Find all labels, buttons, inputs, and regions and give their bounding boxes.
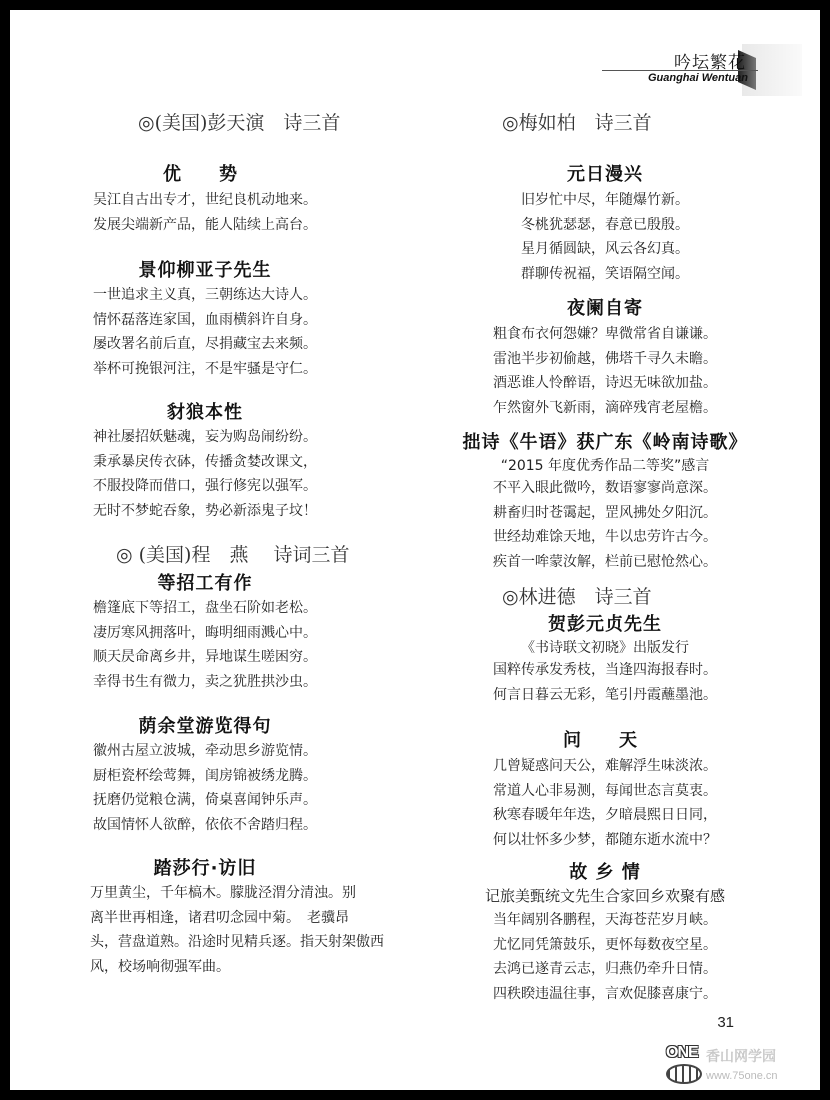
poem-line: 酒恶谁人怜醉语，诗迟无味欲加盐。 — [493, 375, 717, 391]
poem-line: 神社屡招妖魅魂，妄为购岛闹纷纷。 — [93, 429, 317, 445]
globe-icon — [666, 1064, 702, 1084]
page — [10, 10, 820, 1090]
poem-line: 吴江自古出专才，世纪良机动地来。 — [93, 192, 317, 208]
poem-line: 尤忆同凭箫鼓乐，更怀每数夜空星。 — [493, 936, 717, 953]
poem-body — [410, 754, 800, 852]
poem-line: 粗食布衣何怨嫌？卑微常省自谦谦。 — [493, 326, 717, 342]
watermark-logo: ONE — [666, 1044, 698, 1061]
poem-title: 豺狼本性 — [167, 402, 243, 423]
poem-line: 一世追求主义真，三朝练达大诗人。 — [93, 287, 317, 303]
poem-title: 等招工有作 — [157, 573, 253, 594]
watermark — [658, 1044, 818, 1088]
poem-line: 疾首一哞蒙汝解，栏前已慰怆然心。 — [493, 553, 717, 570]
watermark-url: www.75one.cn — [706, 1070, 778, 1082]
poem-body — [90, 881, 400, 979]
poem-line: 何以壮怀多少梦，都随东逝水流中？ — [493, 831, 717, 848]
poem-line: 檐篷底下等招工，盘坐石阶如老松。 — [93, 600, 317, 616]
poem-line: 几曾疑惑问天公，难解浮生味淡浓。 — [493, 758, 717, 774]
poem-line: 旧岁忙中尽，年随爆竹新。 — [521, 192, 689, 208]
poem-body — [10, 283, 400, 381]
poem-line: 耕畜归时苍霭起，罡风拂处夕阳沉。 — [493, 504, 717, 521]
poem-line: 星月循圆缺，风云各幻真。 — [521, 241, 689, 257]
poem-body — [410, 188, 800, 286]
poem-line: 顺天昃命离乡井，异地谋生嗟困穷。 — [93, 649, 317, 665]
poem-title: 优 势 — [163, 164, 247, 185]
poem-title: 景仰柳亚子先生 — [138, 260, 272, 281]
poem-body — [10, 425, 400, 523]
poem-body — [10, 188, 400, 237]
section-header — [602, 44, 802, 96]
poem-line: 何言日暮云无彩，笔引丹霞蘸墨池。 — [493, 686, 717, 703]
poem-line: 头，营盘道熟。沿途时见精兵逐。指天射架傲西 — [90, 934, 384, 950]
poem-line: 情怀磊落连家国，血雨横斜许自身。 — [93, 311, 317, 328]
poem-line: 离半世再相逢，诸君叨念园中菊。 老骥昂 — [90, 909, 349, 926]
author-heading: ◎梅如柏 诗三首 — [502, 112, 652, 134]
author-heading: ◎ (美国)程 燕 诗词三首 — [116, 544, 350, 566]
poem-line: 抚磨仍觉粮仓满，倚桌喜闻钟乐声。 — [93, 792, 317, 808]
poem-body — [10, 739, 400, 837]
poem-line: 凄厉寒风拥落叶，晦明细雨溅心中。 — [93, 624, 317, 641]
poem-body — [10, 596, 400, 694]
poem-line: 群聊传祝福，笑语隔空闻。 — [521, 265, 689, 282]
poem-title: 踏莎行·访旧 — [153, 858, 257, 879]
author-heading: ◎林进德 诗三首 — [502, 586, 652, 608]
poem-line: 无时不梦蛇吞象，势必新添鬼子坟！ — [93, 502, 317, 519]
poem-line: 厨柜瓷杯绘莺舞，闺房锦被绣龙腾。 — [93, 767, 317, 784]
poem-line: 秋寒春暖年年迭，夕暗晨熙日日同， — [493, 807, 717, 823]
poem-line: 世经劫难馀天地，牛以忠劳许古今。 — [493, 529, 717, 545]
poem-title: 元日漫兴 — [567, 164, 643, 185]
poem-line: 四秩睽违温往事，言欢促膝喜康宁。 — [493, 985, 717, 1002]
watermark-name: 香山网学园 — [706, 1049, 776, 1065]
poem-line: 风，校场响彻强军曲。 — [90, 958, 230, 975]
page-number: 31 — [717, 1014, 734, 1031]
poem-line: 举杯可挽银河注，不是牢骚是守仁。 — [93, 360, 317, 377]
poem-line: 徽州古屋立波城，牵动思乡游览情。 — [93, 743, 317, 759]
poem-title: 问 天 — [563, 730, 647, 751]
poem-title: 荫余堂游览得句 — [138, 716, 272, 737]
poem-line: 发展尖端新产品，能人陆续上高台。 — [93, 216, 317, 233]
poem-body — [410, 658, 800, 707]
poem-body — [410, 322, 800, 420]
poem-line: 当年阔别各鹏程，天海苍茫岁月峡。 — [493, 912, 717, 928]
poem-title: 夜阑自寄 — [567, 298, 643, 319]
poem-line: 故国情怀人欲醉，依依不舍踏归程。 — [93, 816, 317, 833]
poem-title: 拙诗《牛语》获广东《岭南诗歌》 — [462, 432, 748, 453]
poem-title: 故 乡 情 — [569, 862, 641, 883]
poem-line: 国粹传承发秀枝，当逢四海报春时。 — [493, 662, 717, 678]
poem-subtitle: 记旅美甄统文先生合家回乡欢聚有感 — [484, 887, 725, 905]
poem-body — [410, 476, 800, 574]
poem-subtitle: 《书诗联文初晓》出版发行 — [521, 640, 689, 656]
poem-subtitle: “2015 年度优秀作品二等奖”感言 — [500, 458, 710, 474]
poem-line: 屡改署名前后直，尽捐藏宝去来频。 — [93, 336, 317, 352]
poem-line: 不平入眼此微吟，数语寥寥尚意深。 — [493, 480, 717, 496]
poem-line: 常道人心非易测，每闻世态言莫衷。 — [493, 782, 717, 799]
poem-line: 冬桃犹瑟瑟，春意已殷殷。 — [521, 216, 689, 233]
header-title: 吟坛繁花 — [674, 53, 746, 73]
poem-line: 乍然窗外飞新雨，滴碎残宵老屋檐。 — [493, 399, 717, 416]
poem-line: 秉承暴戾传衣砵，传播贪婪改课文， — [93, 453, 317, 470]
poem-line: 去鸿已遂青云志，归燕仍牵升日情。 — [493, 961, 717, 977]
header-subtitle: Guanghai Wentuan — [647, 72, 748, 84]
poem-title: 贺彭元贞先生 — [548, 614, 662, 635]
poem-line: 万里黄尘，千年槁木。朦胧泾渭分清浊。别 — [90, 885, 356, 901]
poem-line: 幸得书生有微力，卖之犹胜拱沙虫。 — [93, 673, 317, 690]
poem-line: 雷池半步初偷越，佛塔千寻久未瞻。 — [493, 350, 717, 367]
poem-body — [410, 908, 800, 1006]
poem-line: 不服投降而借口，强行修宪以强军。 — [93, 478, 317, 494]
author-heading: ◎(美国)彭天演 诗三首 — [138, 112, 341, 134]
